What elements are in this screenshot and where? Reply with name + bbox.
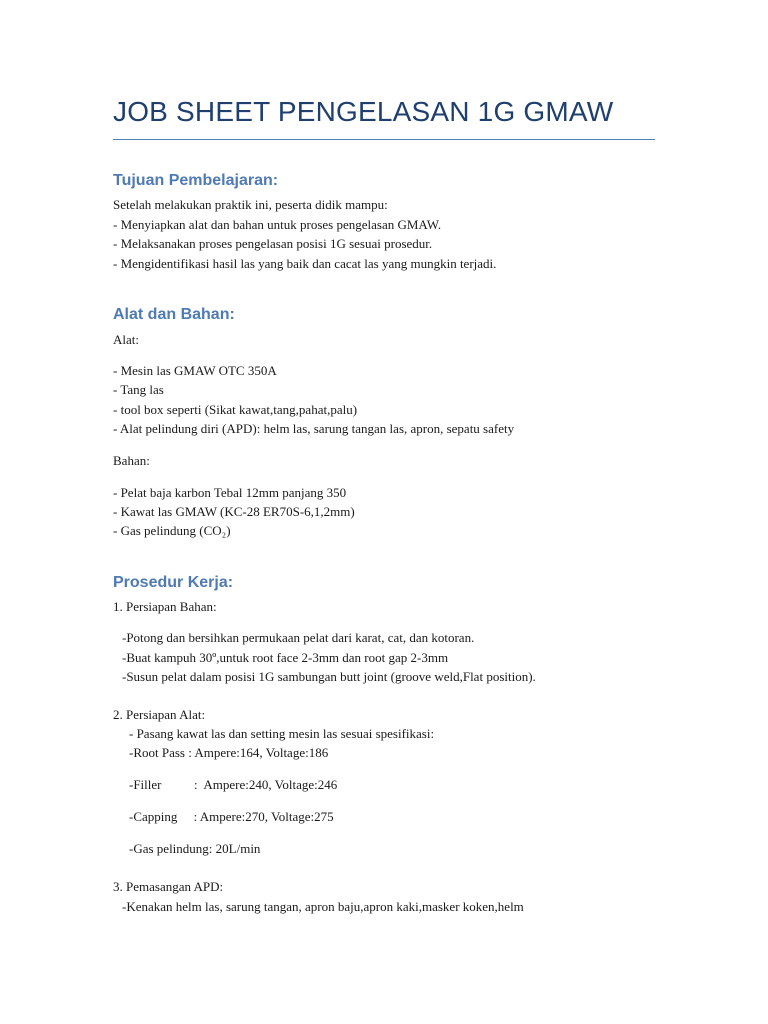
setting-root-pass: -Root Pass : Ampere:164, Voltage:186 (129, 745, 329, 760)
heading-alat-bahan: Alat dan Bahan: (113, 306, 235, 323)
step-1-item: -Buat kampuh 30º,untuk root face 2-3mm dan root gap 2-3mm (122, 650, 449, 665)
step-1-label: 1. Persiapan Bahan: (113, 599, 217, 614)
step-3-label: 3. Pemasangan APD: (113, 879, 224, 894)
step-3-item: -Kenakan helm las, sarung tangan, apron baju,apron kaki,masker koken,helm (122, 899, 524, 914)
alat-item: - Alat pelindung diri (APD): helm las, sarung tangan las, apron, sepatu safety (113, 421, 515, 436)
bahan-item: - Kawat las GMAW (KC-28 ER70S-6,1,2mm) (113, 504, 355, 519)
setting-capping: -Capping : Ampere:270, Voltage:275 (129, 809, 334, 824)
setting-gas: -Gas pelindung: 20L/min (129, 841, 261, 856)
alat-label: Alat: (113, 332, 139, 347)
bahan-item: - Pelat baja karbon Tebal 12mm panjang 350 (113, 485, 347, 500)
bahan-label: Bahan: (113, 453, 150, 468)
step-1-item: -Potong dan bersihkan permukaan pelat dari karat, cat, dan kotoran. (122, 630, 475, 645)
step-2-intro: - Pasang kawat las dan setting mesin las sesuai spesifikasi: (129, 726, 435, 741)
bahan-item: - Gas pelindung (CO₂) (113, 523, 231, 538)
tujuan-line: - Menyiapkan alat dan bahan untuk proses pengelasan GMAW. (113, 217, 442, 232)
tujuan-line: - Melaksanakan proses pengelasan posisi 1G sesuai prosedur. (113, 236, 433, 251)
document-title: JOB SHEET PENGELASAN 1G GMAW (113, 96, 614, 127)
tujuan-line: Setelah melakukan praktik ini, peserta didik mampu: (113, 197, 388, 212)
setting-filler: -Filler : Ampere:240, Voltage:246 (129, 777, 338, 792)
step-1-item: -Susun pelat dalam posisi 1G sambungan butt joint (groove weld,Flat position). (122, 669, 536, 684)
alat-item: - Tang las (113, 382, 164, 397)
title-underline (113, 139, 655, 140)
tujuan-line: - Mengidentifikasi hasil las yang baik dan cacat las yang mungkin terjadi. (113, 256, 497, 271)
heading-prosedur: Prosedur Kerja: (113, 574, 234, 591)
step-2-label: 2. Persiapan Alat: (113, 707, 206, 722)
heading-tujuan: Tujuan Pembelajaran: (113, 172, 279, 189)
alat-item: - Mesin las GMAW OTC 350A (113, 363, 277, 378)
alat-item: - tool box seperti (Sikat kawat,tang,pahat,palu) (113, 402, 358, 417)
